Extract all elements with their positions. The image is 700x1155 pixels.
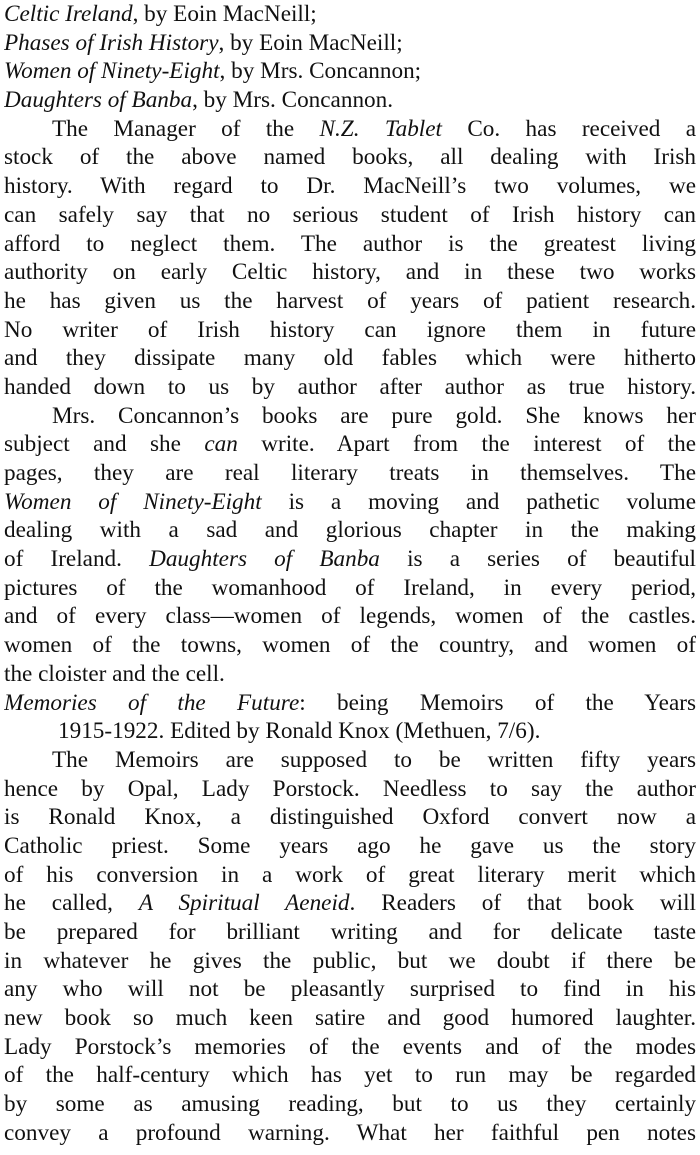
paragraph-line: stock of the above named books, all dealing with Irish: [4, 144, 696, 171]
paragraph-line: afford to neglect them. The author is the greatest living: [4, 230, 696, 257]
book-list-item: Women of Ninety-Eight, by Mrs. Concannon;: [4, 58, 422, 85]
paragraph-line: he has given us the harvest of years of patient research.: [4, 287, 696, 314]
paragraph-line: new book so much keen satire and good humored laughter.: [4, 1005, 696, 1032]
paragraph-line: authority on early Celtic history, and in these two works: [4, 259, 696, 286]
paragraph-line: in whatever he gives the public, but we doubt if there be: [4, 947, 696, 974]
book-title: Daughters of Banba: [4, 87, 193, 114]
book-title: Celtic Ireland: [4, 1, 133, 27]
paragraph-line: be prepared for brilliant writing and for delicate taste: [4, 919, 696, 945]
paragraph-line: women of the towns, women of the country, and women of: [4, 632, 696, 659]
book-title: Women of Ninety-Eight: [4, 58, 220, 85]
book-title: Phases of Irish History: [4, 29, 219, 56]
paragraph-line: he called, A Spiritual Aeneid. Readers of that book will: [4, 890, 696, 917]
paragraph-line: hence by Opal, Lady Porstock. Needless to say the author: [4, 775, 696, 802]
article-column: [4, 0, 696, 1148]
paragraph-line: is Ronald Knox, a distinguished Oxford convert now a: [4, 804, 696, 831]
paragraph-line: The Manager of the N.Z. Tablet Co. has received a: [52, 115, 696, 142]
book-list-item: Daughters of Banba, by Mrs. Concannon.: [4, 87, 394, 114]
paragraph-line: of his conversion in a work of great literary merit which: [4, 861, 696, 888]
paragraph-line: history. With regard to Dr. MacNeill’s two volumes, we: [4, 173, 696, 200]
paragraph-line: pages, they are real literary treats in themselves. The: [4, 460, 696, 486]
paragraph-line: handed down to us by author after author as true history.: [4, 373, 696, 400]
book-title: Memories of the Future: [4, 689, 300, 716]
paragraph-line: The Memoirs are supposed to be written fifty years: [52, 746, 696, 773]
paragraph-line: Mrs. Concannon’s books are pure gold. She knows her: [52, 402, 696, 429]
paragraph-line: Women of Ninety-Eight is a moving and pathetic volume: [4, 488, 696, 515]
paragraph-line: by some as amusing reading, but to us they certainly: [4, 1091, 696, 1118]
paragraph-line: No writer of Irish history can ignore them in future: [4, 316, 696, 343]
paragraph-line: can safely say that no serious student of Irish history can: [4, 201, 696, 228]
paragraph-line: and they dissipate many old fables which were hitherto: [4, 345, 696, 372]
paragraph-line: subject and she can write. Apart from the interest of the: [4, 431, 696, 458]
paragraph-line: pictures of the womanhood of Ireland, in every period,: [4, 574, 696, 601]
book-heading-details: 1915-1922. Edited by Ronald Knox (Methuen, 7/6).: [58, 718, 541, 745]
book-heading: Memories of the Future: being Memoirs of the Years: [4, 689, 696, 716]
book-list-item: Phases of Irish History, by Eoin MacNeill;: [4, 29, 403, 56]
paragraph-line: and of every class—women of legends, women of the castles.: [4, 603, 696, 630]
paragraph-line: any who will not be pleasantly surprised to find in his: [4, 976, 696, 1003]
paragraph-line: Lady Porstock’s memories of the events and of the modes: [4, 1033, 696, 1060]
paragraph-line: of Ireland. Daughters of Banba is a series of beautiful: [4, 546, 696, 573]
paragraph-line: convey a profound warning. What her faithful pen notes: [4, 1119, 696, 1146]
paragraph-line: dealing with a sad and glorious chapter in the making: [4, 517, 696, 544]
paragraph-line: of the half-century which has yet to run may be regarded: [4, 1062, 696, 1089]
book-list-item: Celtic Ireland, by Eoin MacNeill;: [4, 1, 317, 27]
paragraph-line: Catholic priest. Some years ago he gave us the story: [4, 832, 696, 859]
paragraph-line: the cloister and the cell.: [4, 660, 225, 687]
